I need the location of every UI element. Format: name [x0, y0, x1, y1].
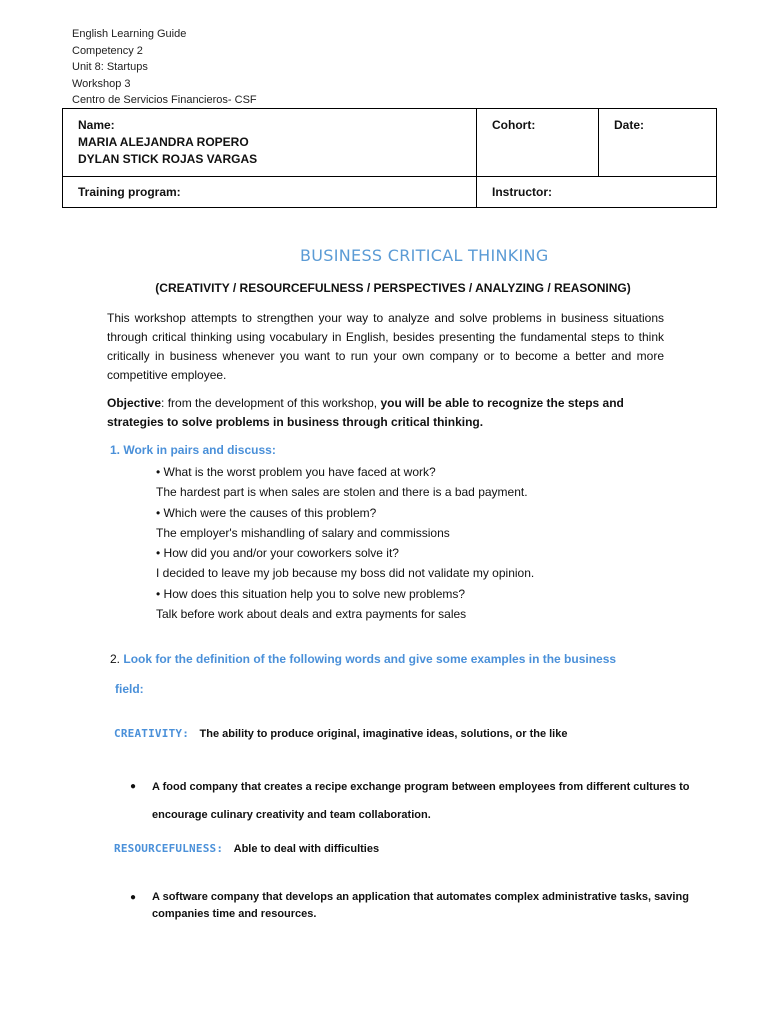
answer: I decided to leave my job because my boss did not validate my opinion. [156, 566, 535, 581]
example-bullet [130, 773, 710, 829]
bullet-icon: ● [130, 781, 137, 792]
question: • How does this situation help you to solve new problems? [156, 586, 466, 601]
example-text: A software company that develops an application that automates complex administrative tasks, saving companies time and resources. [152, 891, 689, 920]
header-line: Centro de Servicios Financieros- CSF [72, 94, 257, 107]
objective-paragraph [107, 394, 664, 432]
answer: Talk before work about deals and extra payments for sales [156, 607, 467, 622]
name-label: Name: [78, 118, 115, 132]
example-text: A food company that creates a recipe exchange program between employees from different cultures to encourage culinary creativity and team collaboration. [152, 781, 690, 821]
cohort-label: Cohort: [492, 118, 536, 132]
cohort-cell [477, 109, 599, 177]
training-label: Training program: [78, 184, 181, 199]
term-definition: Able to deal with difficulties [233, 843, 380, 855]
header-line: Workshop 3 [72, 77, 131, 90]
student-info-table [62, 108, 717, 208]
bullet-icon: ● [130, 892, 137, 903]
date-cell [599, 109, 717, 177]
name-cell [63, 109, 477, 177]
student-name: DYLAN STICK ROJAS VARGAS [78, 152, 258, 166]
section-1-discussion [156, 462, 534, 624]
section-2-instruction: Look for the definition of the following words and give some examples in the business [123, 652, 617, 666]
term-label: CREATIVITY: [114, 727, 190, 740]
objective-goal: you will be able to recognize the steps and strategies to solve problems in business through critical thinking. [107, 396, 624, 429]
example-bullet [130, 889, 710, 923]
section-2-instruction-cont: field: [115, 682, 144, 696]
header-line: Competency 2 [72, 44, 143, 57]
term-creativity [114, 724, 567, 742]
header-line: Unit 8: Startups [72, 61, 148, 74]
header-line: English Learning Guide [72, 28, 187, 40]
intro-paragraph: This workshop attempts to strengthen your way to analyze and solve problems in business situations through critical thinking using vocabulary in English, besides presenting the fundamental steps to think critically in business whenever you want to run your own company or to become a better and more competitive employee. [107, 311, 664, 382]
student-name: MARIA ALEJANDRA ROPERO [78, 135, 249, 149]
instructor-label: Instructor: [492, 184, 552, 199]
objective-text: : from the development of this workshop, [161, 396, 381, 410]
section-2-title [110, 644, 630, 704]
objective-label: Objective [107, 396, 162, 410]
question: • Which were the causes of this problem? [156, 505, 377, 520]
answer: The employer's mishandling of salary and commissions [156, 525, 450, 540]
answer: The hardest part is when sales are stolen and there is a bad payment. [156, 485, 528, 500]
page-subtitle: (CREATIVITY / RESOURCEFULNESS / PERSPECTIVES / ANALYZING / REASONING) [155, 281, 631, 295]
section-2-number: 2. [110, 652, 121, 666]
question: • How did you and/or your coworkers solve it? [156, 546, 399, 561]
date-label: Date: [614, 118, 645, 132]
term-resourcefulness [114, 839, 379, 857]
term-definition: The ability to produce original, imaginative ideas, solutions, or the like [199, 728, 568, 740]
page-title: BUSINESS CRITICAL THINKING [300, 246, 549, 265]
instructor-cell [477, 176, 717, 207]
document-header [72, 26, 257, 109]
section-1-title: 1. Work in pairs and discuss: [110, 443, 276, 457]
question: • What is the worst problem you have faced at work? [156, 465, 436, 479]
training-cell [63, 176, 477, 207]
term-label: RESOURCEFULNESS: [114, 842, 224, 855]
